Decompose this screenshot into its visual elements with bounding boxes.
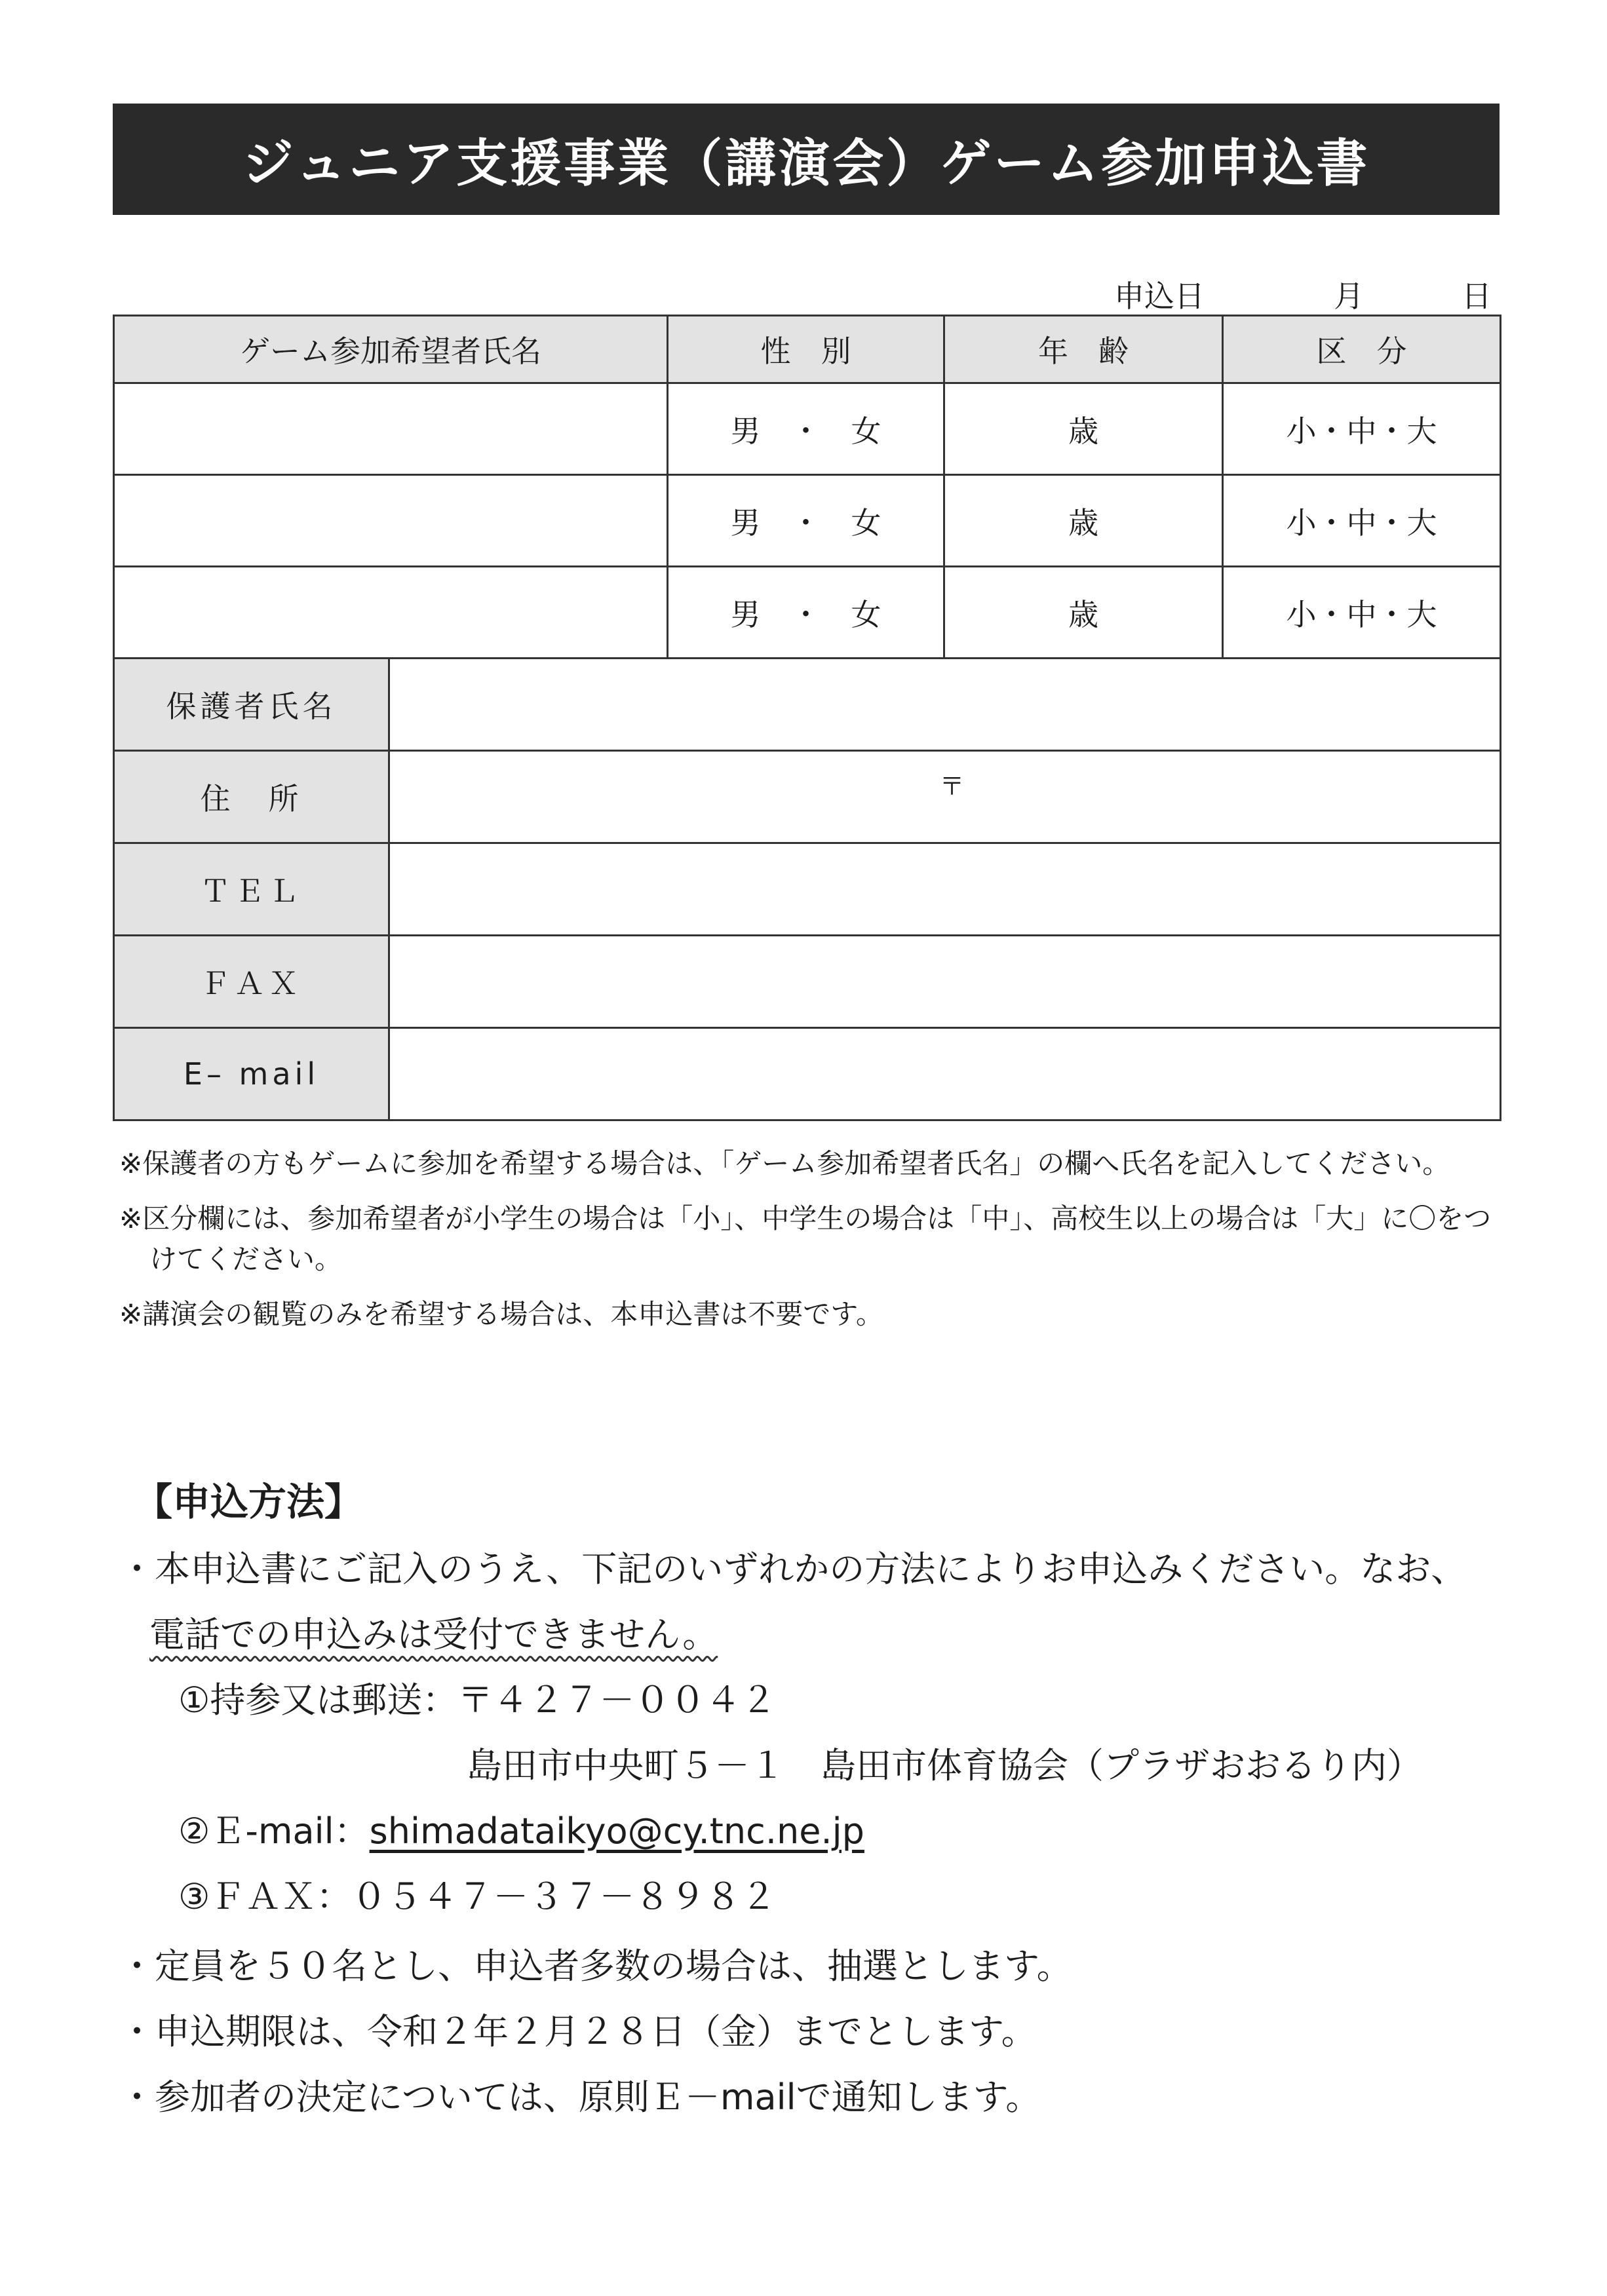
participant-name-field[interactable] — [114, 383, 668, 475]
gender-choice[interactable]: 男 ・ 女 — [668, 475, 944, 567]
age-field[interactable]: 歳 — [944, 567, 1223, 659]
method-mail: ①持参又は郵送：〒４２７－００４２ — [178, 1679, 777, 1721]
header-gender: 性 別 — [668, 316, 944, 383]
header-participant-name: ゲーム参加希望者氏名 — [114, 316, 668, 383]
method-heading: 【申込方法】 — [134, 1480, 363, 1524]
date-day: 日 — [1462, 278, 1492, 314]
method-email-label: ②Ｅ-mail： — [178, 1810, 370, 1852]
gender-choice[interactable]: 男 ・ 女 — [668, 383, 944, 475]
age-field[interactable]: 歳 — [944, 383, 1223, 475]
bullet-deadline: ・申込期限は、令和２年２月２８日（金）までとします。 — [119, 2011, 1037, 2052]
header-age: 年 齢 — [944, 316, 1223, 383]
phone-not-accepted: 電話での申込みは受付できません。 — [149, 1614, 718, 1655]
guardian-name-field[interactable] — [389, 659, 1501, 751]
fax-label: ＦＡＸ — [114, 936, 389, 1028]
participant-name-field[interactable] — [114, 475, 668, 567]
application-method — [119, 1537, 1502, 2130]
postal-mark: 〒 — [939, 772, 965, 801]
note-guardian: ※保護者の方もゲームに参加を希望する場合は、「ゲーム参加希望者氏名」の欄へ氏名を記入してください。 — [119, 1147, 1450, 1179]
email-link[interactable]: shimadataikyo@cy.tnc.ne.jp — [369, 1810, 864, 1852]
tel-label: ＴＥＬ — [114, 843, 389, 936]
address-field[interactable] — [389, 751, 1501, 843]
address-label: 住 所 — [114, 751, 389, 843]
date-month: 月 — [1334, 278, 1364, 314]
header-category: 区 分 — [1223, 316, 1501, 383]
category-choice[interactable]: 小・中・大 — [1223, 475, 1501, 567]
category-choice[interactable]: 小・中・大 — [1223, 383, 1501, 475]
notes — [119, 1143, 1502, 1349]
email-field[interactable] — [389, 1028, 1501, 1120]
note-lecture-only: ※講演会の観覧のみを希望する場合は、本申込書は不要です。 — [119, 1298, 883, 1330]
application-date — [1114, 269, 1501, 321]
date-label: 申込日 — [1114, 278, 1205, 314]
tel-field[interactable] — [389, 843, 1501, 936]
form-title: ジュニア支援事業（講演会）ゲーム参加申込書 — [113, 104, 1500, 215]
method-intro: ・本申込書にご記入のうえ、下記のいずれかの方法によりお申込みください。なお、 — [119, 1548, 1467, 1590]
method-mail-address: 島田市中央町５－１ 島田市体育協会（プラザおおるり内） — [467, 1745, 1422, 1786]
gender-choice[interactable]: 男 ・ 女 — [668, 567, 944, 659]
application-table — [113, 315, 1501, 1121]
method-fax: ③ＦＡＸ：０５４７－３７－８９８２ — [178, 1876, 777, 1917]
bullet-capacity: ・定員を５０名とし、申込者多数の場合は、抽選とします。 — [119, 1945, 1072, 1987]
bullet-notification: ・参加者の決定については、原則Ｅ－mailで通知します。 — [119, 2076, 1041, 2118]
email-label: E– mail — [114, 1028, 389, 1120]
method-email — [119, 1799, 1502, 1864]
age-field[interactable]: 歳 — [944, 475, 1223, 567]
guardian-name-label: 保護者氏名 — [114, 659, 389, 751]
participant-row — [114, 475, 1501, 567]
note-category: ※区分欄には、参加希望者が小学生の場合は「小」、中学生の場合は「中」、高校生以上の場合は「大」に〇をつけてください。 — [119, 1202, 1492, 1275]
participant-row — [114, 567, 1501, 659]
fax-field[interactable] — [389, 936, 1501, 1028]
participant-name-field[interactable] — [114, 567, 668, 659]
participant-row — [114, 383, 1501, 475]
category-choice[interactable]: 小・中・大 — [1223, 567, 1501, 659]
